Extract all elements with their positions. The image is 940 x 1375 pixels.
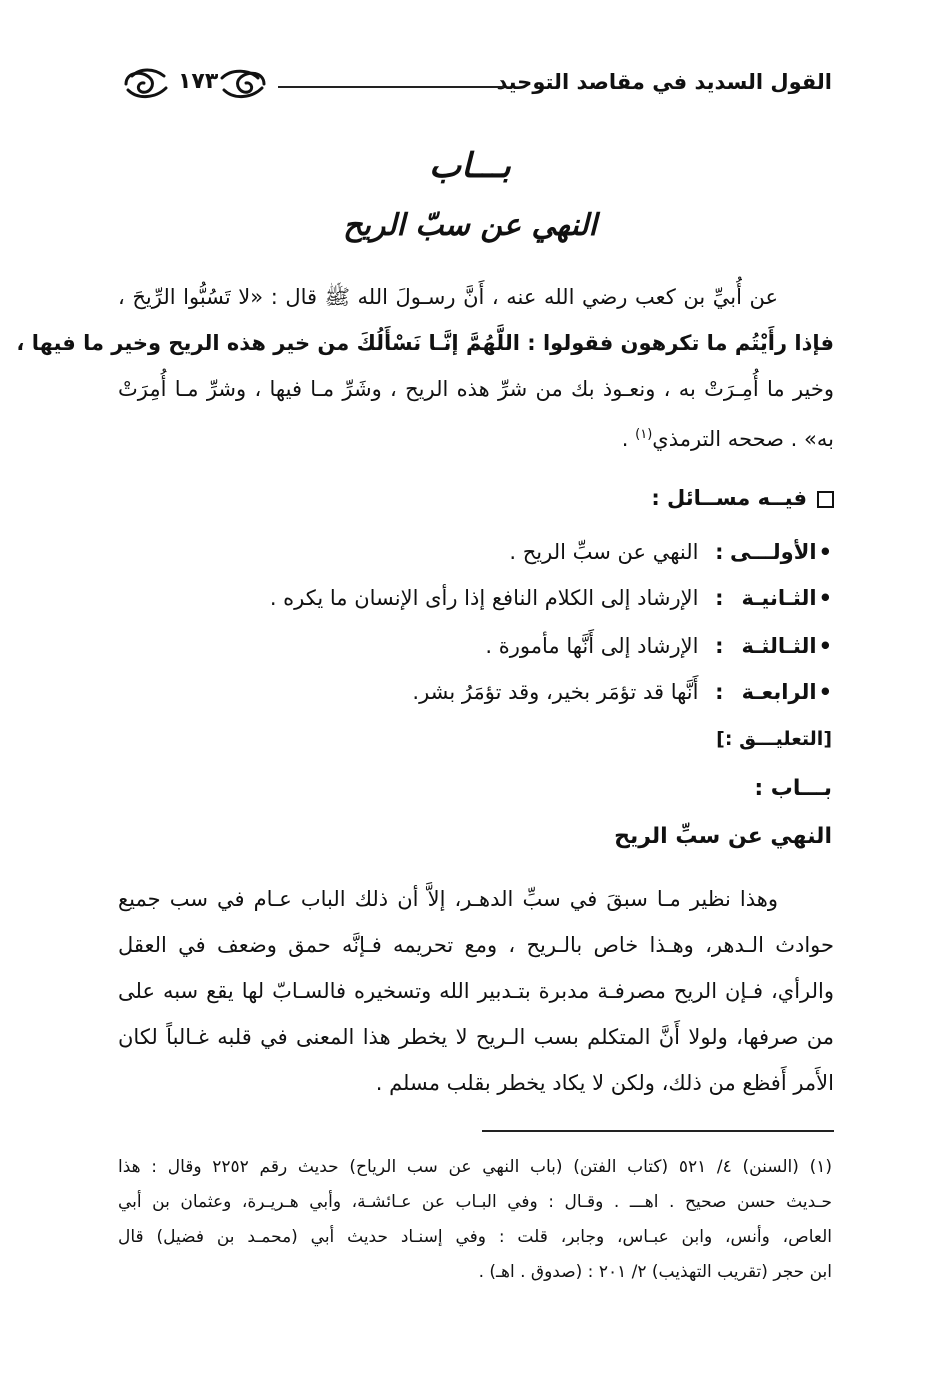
- commentary-line: من صرفها، ولولا أَنَّ المتكلم بسب الـريح لا يخطر هذا المعنى في قلبه غـالباً لكان: [118, 1025, 834, 1049]
- issue-text: الإرشاد إلى الكلام النافع إذا رأى الإنسان ما يكره .: [269, 586, 699, 610]
- commentary-line: الأَمر أَفظع من ذلك، ولكن لا يكاد يخطر بقلب مسلم .: [375, 1071, 834, 1095]
- issue-item: [412, 680, 832, 704]
- commentary-line: وهذا نظير مـا سبقَ في سبِّ الدهـر، إلاَّ أن ذلك الباب عـام في سب جميع: [118, 887, 778, 911]
- bullet-icon: •: [818, 540, 832, 564]
- hadith-line: عن أُبيِّ بن كعب رضي الله عنه ، أَنَّ رسـولَ الله ﷺ قال : «لا تَسُبُّوا الرِّيحَ ،: [118, 285, 778, 309]
- footnote-marker: (١): [635, 427, 653, 442]
- colon: :: [715, 586, 724, 610]
- commentary-title: النهي عن سبِّ الريح: [614, 824, 832, 849]
- running-header: [120, 64, 832, 110]
- issue-label: الأولـــى: [730, 540, 817, 564]
- footnote-line: حـديث حسن صحيح . اهـــ . وقـال : وفي البـاب عن عـائشـة، وأبي هـريـرة، وعثمان بن أبي: [118, 1192, 832, 1212]
- hadith-line: فإذا رأَيْتُم ما تكرهون فقولوا : اللَّهُمَّ إنَّـا نَسْأَلُكَ من خير هذه الريح وخير ما فيها ،: [16, 331, 834, 355]
- hadith-line-last: [118, 412, 834, 458]
- footnote-line: (١) (السنن) ٤/ ٥٢١ (كتاب الفتن) (باب النهي عن سب الرياح) حديث رقم ٢٢٥٢ وقال : هذا: [118, 1157, 833, 1177]
- commentary-chapter-label: بـــاب :: [754, 776, 832, 801]
- bullet-icon: •: [818, 680, 832, 704]
- colon: :: [715, 540, 724, 564]
- issues-heading-text: فيــه مســائل :: [651, 486, 807, 510]
- chapter-label: بـــاب: [429, 146, 511, 186]
- commentary-line: حوادث الـدهر، وهـذا خاص بالـريح ، ومع تحريمه فـإنَّه حمق وضعف في العقل: [118, 933, 834, 957]
- issue-item: [509, 540, 832, 564]
- issue-label: الرابعـة: [741, 680, 817, 704]
- issue-text: الإرشاد إلى أَنَّها مأمورة .: [485, 634, 699, 658]
- colon: :: [715, 634, 724, 658]
- issue-label: الثـانيـة: [741, 586, 817, 610]
- issue-item: [485, 634, 832, 658]
- book-title: القول السديد في مقاصد التوحيد: [496, 70, 832, 94]
- hadith-line: وخير ما أُمِـرَتْ به ، ونعـوذ بك من شرِّ هذه الريح ، وشَرِّ مـا فيها ، وشرِّ مـا أُمِرَتْ: [118, 377, 834, 401]
- page-number-ornament: [120, 64, 270, 106]
- commentary-label: [التعليـــق :]: [716, 728, 832, 750]
- square-bullet-icon: [817, 491, 834, 508]
- header-rule: [278, 86, 504, 88]
- hadith-paragraph: [16, 274, 834, 458]
- footnote-line: ابن حجر (تقريب التهذيب) ٢/ ٢٠١ : (صدوق . اهـ) .: [478, 1262, 832, 1282]
- hadith-line-end: .: [621, 427, 636, 451]
- commentary-paragraph: [118, 876, 834, 1106]
- footnote-separator: [482, 1130, 834, 1132]
- issue-item: [270, 586, 832, 610]
- issue-label: الثـالثـة: [741, 634, 817, 658]
- bullet-icon: •: [818, 586, 832, 610]
- colon: :: [715, 680, 724, 704]
- chapter-title: النهي عن سبّ الريح: [343, 208, 597, 243]
- page-number: ١٧٣: [178, 69, 219, 94]
- commentary-line: والرأي، فـإن الريح مصرفـة مدبرة بتـدبير الله وتسخيره فالسـابّ لها يقع سبه على: [118, 979, 834, 1003]
- issue-text: أَنَّها قد تؤمَر بخير، وقد تؤمَرُ بشر.: [412, 680, 699, 704]
- issues-heading: [651, 486, 834, 510]
- issue-text: النهي عن سبِّ الريح .: [509, 540, 699, 564]
- footnote-line: العاص، وأنس، وابن عبـاس، وجابر، قلت : وفي إسنـاد حديث أبي (محمـد بن فضيل) قال: [118, 1227, 832, 1247]
- bullet-icon: •: [818, 634, 832, 658]
- hadith-line-text: به» . صححه الترمذي: [652, 427, 834, 451]
- footnote: [118, 1150, 832, 1290]
